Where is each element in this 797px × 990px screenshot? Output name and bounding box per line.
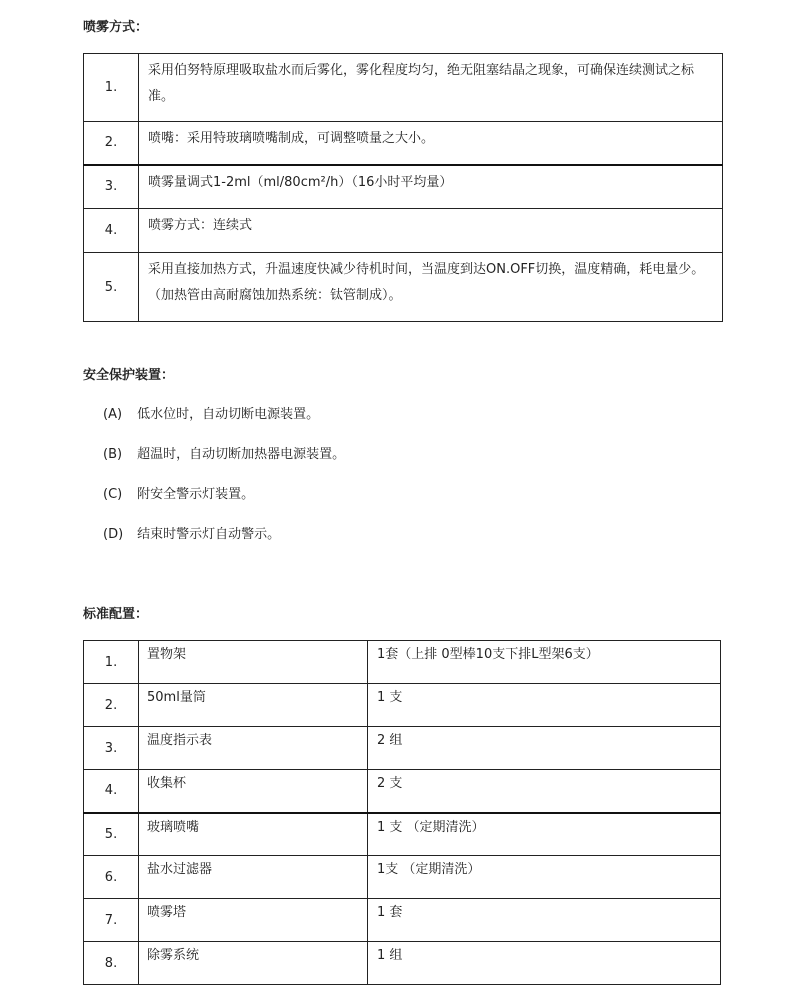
list-item <box>103 443 345 462</box>
table-row <box>84 209 723 253</box>
item-name: 置物架 <box>139 641 368 684</box>
list-item <box>103 403 319 422</box>
item-label: (D) <box>103 527 124 542</box>
item-name: 收集杯 <box>139 770 368 813</box>
row-text: 采用直接加热方式，升温速度快减少待机时间，当温度到达ON.OFF切换，温度精确，耗电量少。（加热管由高耐腐蚀加热系统：钛管制成）。 <box>139 253 723 322</box>
row-number: 4. <box>84 770 139 813</box>
item-name: 喷雾塔 <box>139 899 368 942</box>
row-number: 5. <box>84 253 139 322</box>
row-number: 3. <box>84 727 139 770</box>
row-number: 7. <box>84 899 139 942</box>
table-row <box>84 727 721 770</box>
item-value: 2 支 <box>368 770 721 813</box>
row-number: 1. <box>84 54 139 122</box>
table-row <box>84 54 723 122</box>
row-number: 2. <box>84 122 139 165</box>
item-name: 除雾系统 <box>139 942 368 985</box>
spray-method-table <box>83 53 723 322</box>
row-text: 喷雾量调式1-2ml（ml/80cm²/h）（16小时平均量） <box>139 165 723 209</box>
item-text: 超温时，自动切断加热器电源装置。 <box>137 447 346 462</box>
row-number: 6. <box>84 856 139 899</box>
table-row <box>84 770 721 813</box>
row-number: 8. <box>84 942 139 985</box>
row-text: 喷雾方式：连续式 <box>139 209 723 253</box>
item-label: (B) <box>103 447 123 462</box>
row-number: 1. <box>84 641 139 684</box>
row-number: 2. <box>84 684 139 727</box>
item-text: 附安全警示灯装置。 <box>137 487 255 502</box>
table-row <box>84 165 723 209</box>
item-name: 盐水过滤器 <box>139 856 368 899</box>
table-row <box>84 899 721 942</box>
table-row <box>84 641 721 684</box>
row-text: 采用伯努特原理吸取盐水而后雾化，雾化程度均匀，绝无阻塞结晶之现象，可确保连续测试之标准。 <box>139 54 723 122</box>
config-table <box>83 640 721 985</box>
item-value: 1支 （定期清洗） <box>368 856 721 899</box>
spray-method-heading: 喷雾方式： <box>83 20 149 35</box>
row-number: 5. <box>84 813 139 856</box>
item-name: 温度指示表 <box>139 727 368 770</box>
config-heading: 标准配置： <box>83 607 149 622</box>
item-value: 1 套 <box>368 899 721 942</box>
item-value: 1 组 <box>368 942 721 985</box>
list-item <box>103 523 280 542</box>
row-number: 4. <box>84 209 139 253</box>
list-item <box>103 483 254 502</box>
item-value: 1套（上排 0型棒10支下排L型架6支） <box>368 641 721 684</box>
safety-heading: 安全保护装置： <box>83 368 175 383</box>
item-text: 结束时警示灯自动警示。 <box>137 527 281 542</box>
table-row <box>84 856 721 899</box>
item-text: 低水位时，自动切断电源装置。 <box>137 407 320 422</box>
item-label: (C) <box>103 487 123 502</box>
row-number: 3. <box>84 165 139 209</box>
table-row <box>84 813 721 856</box>
row-text: 喷嘴：采用特玻璃喷嘴制成，可调整喷量之大小。 <box>139 122 723 165</box>
item-value: 1 支 <box>368 684 721 727</box>
item-label: (A) <box>103 407 123 422</box>
table-row <box>84 684 721 727</box>
table-row <box>84 942 721 985</box>
item-name: 玻璃喷嘴 <box>139 813 368 856</box>
table-row <box>84 253 723 322</box>
item-value: 2 组 <box>368 727 721 770</box>
table-row <box>84 122 723 165</box>
item-value: 1 支 （定期清洗） <box>368 813 721 856</box>
item-name: 50ml量筒 <box>139 684 368 727</box>
